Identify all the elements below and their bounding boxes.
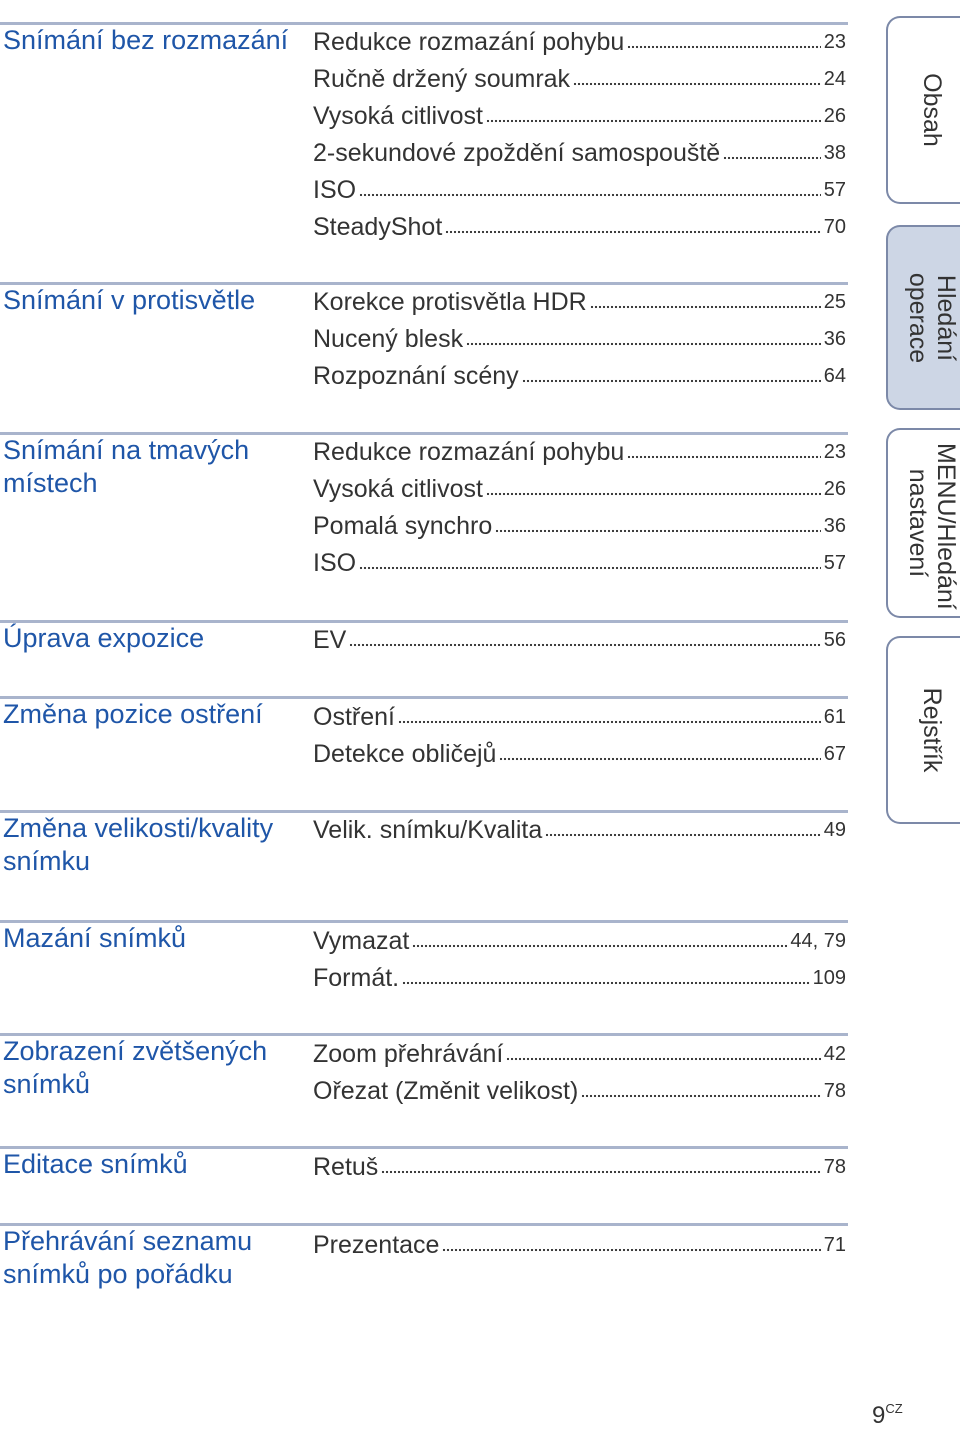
page-ref[interactable]: 49 bbox=[823, 819, 846, 841]
category-title: Přehrávání seznamu snímků po pořádku bbox=[3, 1226, 253, 1289]
tab-label: Obsah bbox=[918, 73, 946, 147]
entry-label: ISO bbox=[313, 549, 357, 577]
category-title: Snímání bez rozmazání bbox=[3, 25, 289, 55]
dot-leader bbox=[349, 642, 820, 647]
dot-leader bbox=[381, 1169, 820, 1174]
dot-leader bbox=[581, 1093, 820, 1098]
entry-label: Retuš bbox=[313, 1153, 379, 1181]
page-ref[interactable]: 71 bbox=[823, 1234, 846, 1256]
page-ref[interactable]: 57 bbox=[823, 552, 846, 574]
tab-menu-settings-search[interactable] bbox=[886, 428, 960, 618]
page-ref[interactable]: 44, 79 bbox=[790, 930, 846, 952]
page-ref[interactable]: 24 bbox=[823, 68, 846, 90]
page-ref[interactable]: 56 bbox=[823, 629, 846, 651]
dot-leader bbox=[412, 943, 787, 948]
index-entry[interactable] bbox=[313, 24, 846, 61]
index-entry[interactable] bbox=[313, 434, 846, 471]
category-title: Změna velikosti/kvality snímku bbox=[3, 813, 274, 876]
dot-leader bbox=[506, 1056, 820, 1061]
category-title: Editace snímků bbox=[3, 1149, 188, 1179]
dot-leader bbox=[627, 44, 820, 49]
category-title: Snímání v protisvětle bbox=[3, 285, 256, 315]
entry-label: Vysoká citlivost bbox=[313, 475, 483, 503]
page-ref[interactable]: 67 bbox=[823, 743, 846, 765]
entry-label: Detekce obličejů bbox=[313, 740, 497, 768]
entry-label: SteadyShot bbox=[313, 213, 443, 241]
dot-leader bbox=[466, 341, 821, 346]
index-entry[interactable] bbox=[313, 699, 846, 736]
index-entry[interactable] bbox=[313, 321, 846, 358]
dot-leader bbox=[495, 528, 821, 533]
tab-label: MENU/Hledání nastavení bbox=[904, 443, 960, 610]
page-ref[interactable]: 78 bbox=[823, 1156, 846, 1178]
dot-leader bbox=[486, 491, 821, 496]
index-entry[interactable] bbox=[313, 358, 846, 395]
page-ref[interactable]: 26 bbox=[823, 105, 846, 127]
dot-leader bbox=[402, 980, 810, 985]
index-entry[interactable] bbox=[313, 1149, 846, 1186]
entry-label: ISO bbox=[313, 176, 357, 204]
page-ref[interactable]: 25 bbox=[823, 291, 846, 313]
dot-leader bbox=[486, 118, 821, 123]
page-ref[interactable]: 78 bbox=[823, 1080, 846, 1102]
page-ref[interactable]: 57 bbox=[823, 179, 846, 201]
entry-label: Ručně držený soumrak bbox=[313, 65, 571, 93]
entry-label: 2-sekundové zpoždění samospouště bbox=[313, 139, 721, 167]
index-entry[interactable] bbox=[313, 172, 846, 209]
entry-label: Vymazat bbox=[313, 927, 410, 955]
page-number-value: 9 bbox=[872, 1402, 886, 1429]
index-entry[interactable] bbox=[313, 622, 846, 659]
tab-operation-search[interactable] bbox=[886, 225, 960, 410]
page-ref[interactable]: 23 bbox=[823, 31, 846, 53]
index-entry[interactable] bbox=[313, 284, 846, 321]
entry-label: Nucený blesk bbox=[313, 325, 464, 353]
page-number bbox=[872, 1402, 903, 1430]
page-ref[interactable]: 36 bbox=[823, 328, 846, 350]
entry-label: Redukce rozmazání pohybu bbox=[313, 28, 625, 56]
page-number-suffix: CZ bbox=[885, 1401, 903, 1416]
index-entry[interactable] bbox=[313, 508, 846, 545]
page-ref[interactable]: 26 bbox=[823, 478, 846, 500]
dot-leader bbox=[723, 155, 821, 160]
tab-contents[interactable] bbox=[886, 16, 960, 204]
page-ref[interactable]: 42 bbox=[823, 1043, 846, 1065]
index-entry[interactable] bbox=[313, 61, 846, 98]
dot-leader bbox=[627, 454, 820, 459]
dot-leader bbox=[359, 565, 821, 570]
page-ref[interactable]: 61 bbox=[823, 706, 846, 728]
page-ref[interactable]: 64 bbox=[823, 365, 846, 387]
index-entry[interactable] bbox=[313, 1227, 846, 1264]
dot-leader bbox=[522, 378, 821, 383]
dot-leader bbox=[442, 1247, 820, 1252]
page-ref[interactable]: 23 bbox=[823, 441, 846, 463]
index-entry[interactable] bbox=[313, 545, 846, 582]
category-title: Zobrazení zvětšených snímků bbox=[3, 1036, 268, 1099]
dot-leader bbox=[445, 229, 820, 234]
dot-leader bbox=[545, 832, 820, 837]
page-ref[interactable]: 109 bbox=[812, 967, 846, 989]
entry-label: Ostření bbox=[313, 703, 395, 731]
entry-label: EV bbox=[313, 626, 347, 654]
entry-label: Korekce protisvětla HDR bbox=[313, 288, 587, 316]
index-entry[interactable] bbox=[313, 471, 846, 508]
entry-label: Zoom přehrávání bbox=[313, 1040, 504, 1068]
category-title: Úprava expozice bbox=[3, 623, 205, 653]
entry-label: Pomalá synchro bbox=[313, 512, 493, 540]
index-entry[interactable] bbox=[313, 1036, 846, 1073]
tab-label: Hledání operace bbox=[904, 272, 960, 363]
tab-label: Rejstřík bbox=[918, 687, 946, 773]
index-entry[interactable] bbox=[313, 1073, 846, 1110]
tab-index[interactable] bbox=[886, 636, 960, 824]
index-entry[interactable] bbox=[313, 209, 846, 246]
dot-leader bbox=[398, 719, 821, 724]
entry-label: Prezentace bbox=[313, 1231, 440, 1259]
page-ref[interactable]: 70 bbox=[823, 216, 846, 238]
category-title: Změna pozice ostření bbox=[3, 699, 263, 729]
entry-label: Rozpoznání scény bbox=[313, 362, 519, 390]
dot-leader bbox=[573, 81, 821, 86]
dot-leader bbox=[359, 192, 821, 197]
index-entry[interactable] bbox=[313, 135, 846, 172]
index-entry[interactable] bbox=[313, 98, 846, 135]
entry-label: Vysoká citlivost bbox=[313, 102, 483, 130]
page-ref[interactable]: 38 bbox=[823, 142, 846, 164]
index-entry[interactable] bbox=[313, 812, 846, 849]
index-entry[interactable] bbox=[313, 923, 846, 960]
category-title: Snímání na tmavých místech bbox=[3, 435, 250, 498]
entry-label: Formát. bbox=[313, 964, 400, 992]
entry-label: Ořezat (Změnit velikost) bbox=[313, 1077, 579, 1105]
index-entry[interactable] bbox=[313, 960, 846, 997]
page-ref[interactable]: 36 bbox=[823, 515, 846, 537]
entry-label: Redukce rozmazání pohybu bbox=[313, 438, 625, 466]
entry-label: Velik. snímku/Kvalita bbox=[313, 816, 543, 844]
category-title: Mazání snímků bbox=[3, 923, 187, 953]
dot-leader bbox=[499, 756, 820, 761]
index-entry[interactable] bbox=[313, 736, 846, 773]
dot-leader bbox=[590, 304, 821, 309]
